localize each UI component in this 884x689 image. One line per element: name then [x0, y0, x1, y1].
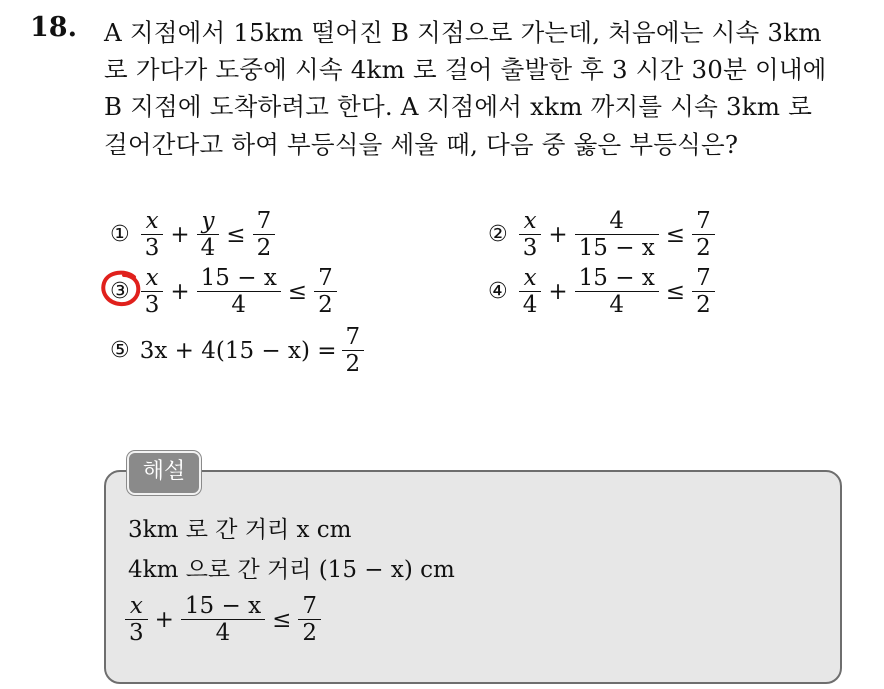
option-4[interactable]: [488, 265, 716, 318]
relation: ≤: [226, 221, 246, 248]
solution-inequality: [124, 593, 322, 646]
fraction: $\frac{x}{4}$: [521, 265, 540, 318]
option-1[interactable]: [110, 208, 276, 261]
fraction: $\frac{15 - x}{4}$: [183, 593, 263, 646]
operator: +: [170, 278, 190, 305]
solution-line-2: 4km 으로 간 거리 (15 − x) cm: [128, 557, 455, 583]
operator: +: [548, 278, 568, 305]
fraction: $\frac{x}{3}$: [143, 265, 162, 318]
option-mark: ①: [110, 222, 130, 247]
option-3[interactable]: [110, 265, 338, 318]
relation: ≤: [287, 278, 308, 305]
operator: +: [548, 221, 568, 248]
solution-tag: 해설: [127, 451, 201, 495]
equation-expression: 3x + 4(15 − x) =: [139, 337, 337, 364]
relation: ≤: [272, 606, 292, 633]
fraction: $\frac{y}{4}$: [199, 208, 218, 261]
fraction: $\frac{x}{3}$: [143, 208, 162, 261]
fraction: $\frac{x}{3}$: [127, 593, 146, 646]
fraction: $\frac{7}{2}$: [694, 208, 713, 261]
option-2[interactable]: [488, 208, 716, 261]
operator: +: [154, 606, 174, 633]
fraction: $\frac{4}{15 - x}$: [577, 208, 657, 261]
option-mark: ③: [110, 279, 130, 304]
fraction: $\frac{15 - x}{4}$: [199, 265, 279, 318]
fraction: $\frac{7}{2}$: [344, 324, 363, 377]
fraction: $\frac{7}{2}$: [255, 208, 274, 261]
answer-circle-mark: [100, 269, 144, 307]
option-mark: ⑤: [110, 338, 130, 363]
option-5[interactable]: [110, 324, 365, 377]
relation: ≤: [665, 221, 686, 248]
question-line-4: 걸어간다고 하여 부등식을 세울 때, 다음 중 옳은 부등식은?: [104, 130, 739, 159]
fraction: $\frac{x}{3}$: [521, 208, 540, 261]
fraction: $\frac{7}{2}$: [694, 265, 713, 318]
option-mark: ④: [488, 279, 508, 304]
question-line-2: 로 가다가 도중에 시속 4km 로 걸어 출발한 후 3 시간 30분 이내에: [104, 55, 827, 84]
fraction: $\frac{7}{2}$: [316, 265, 335, 318]
question-line-3: B 지점에 도착하려고 한다. A 지점에서 xkm 까지를 시속 3km 로: [104, 92, 813, 121]
question-line-1: A 지점에서 15km 떨어진 B 지점으로 가는데, 처음에는 시속 3km: [104, 18, 822, 47]
question-number: 18.: [30, 12, 77, 43]
solution-line-1: 3km 로 간 거리 x cm: [128, 517, 352, 543]
fraction: $\frac{15 - x}{4}$: [577, 265, 657, 318]
fraction: $\frac{7}{2}$: [300, 593, 319, 646]
option-mark: ②: [488, 222, 508, 247]
operator: +: [170, 221, 190, 248]
relation: ≤: [665, 278, 686, 305]
